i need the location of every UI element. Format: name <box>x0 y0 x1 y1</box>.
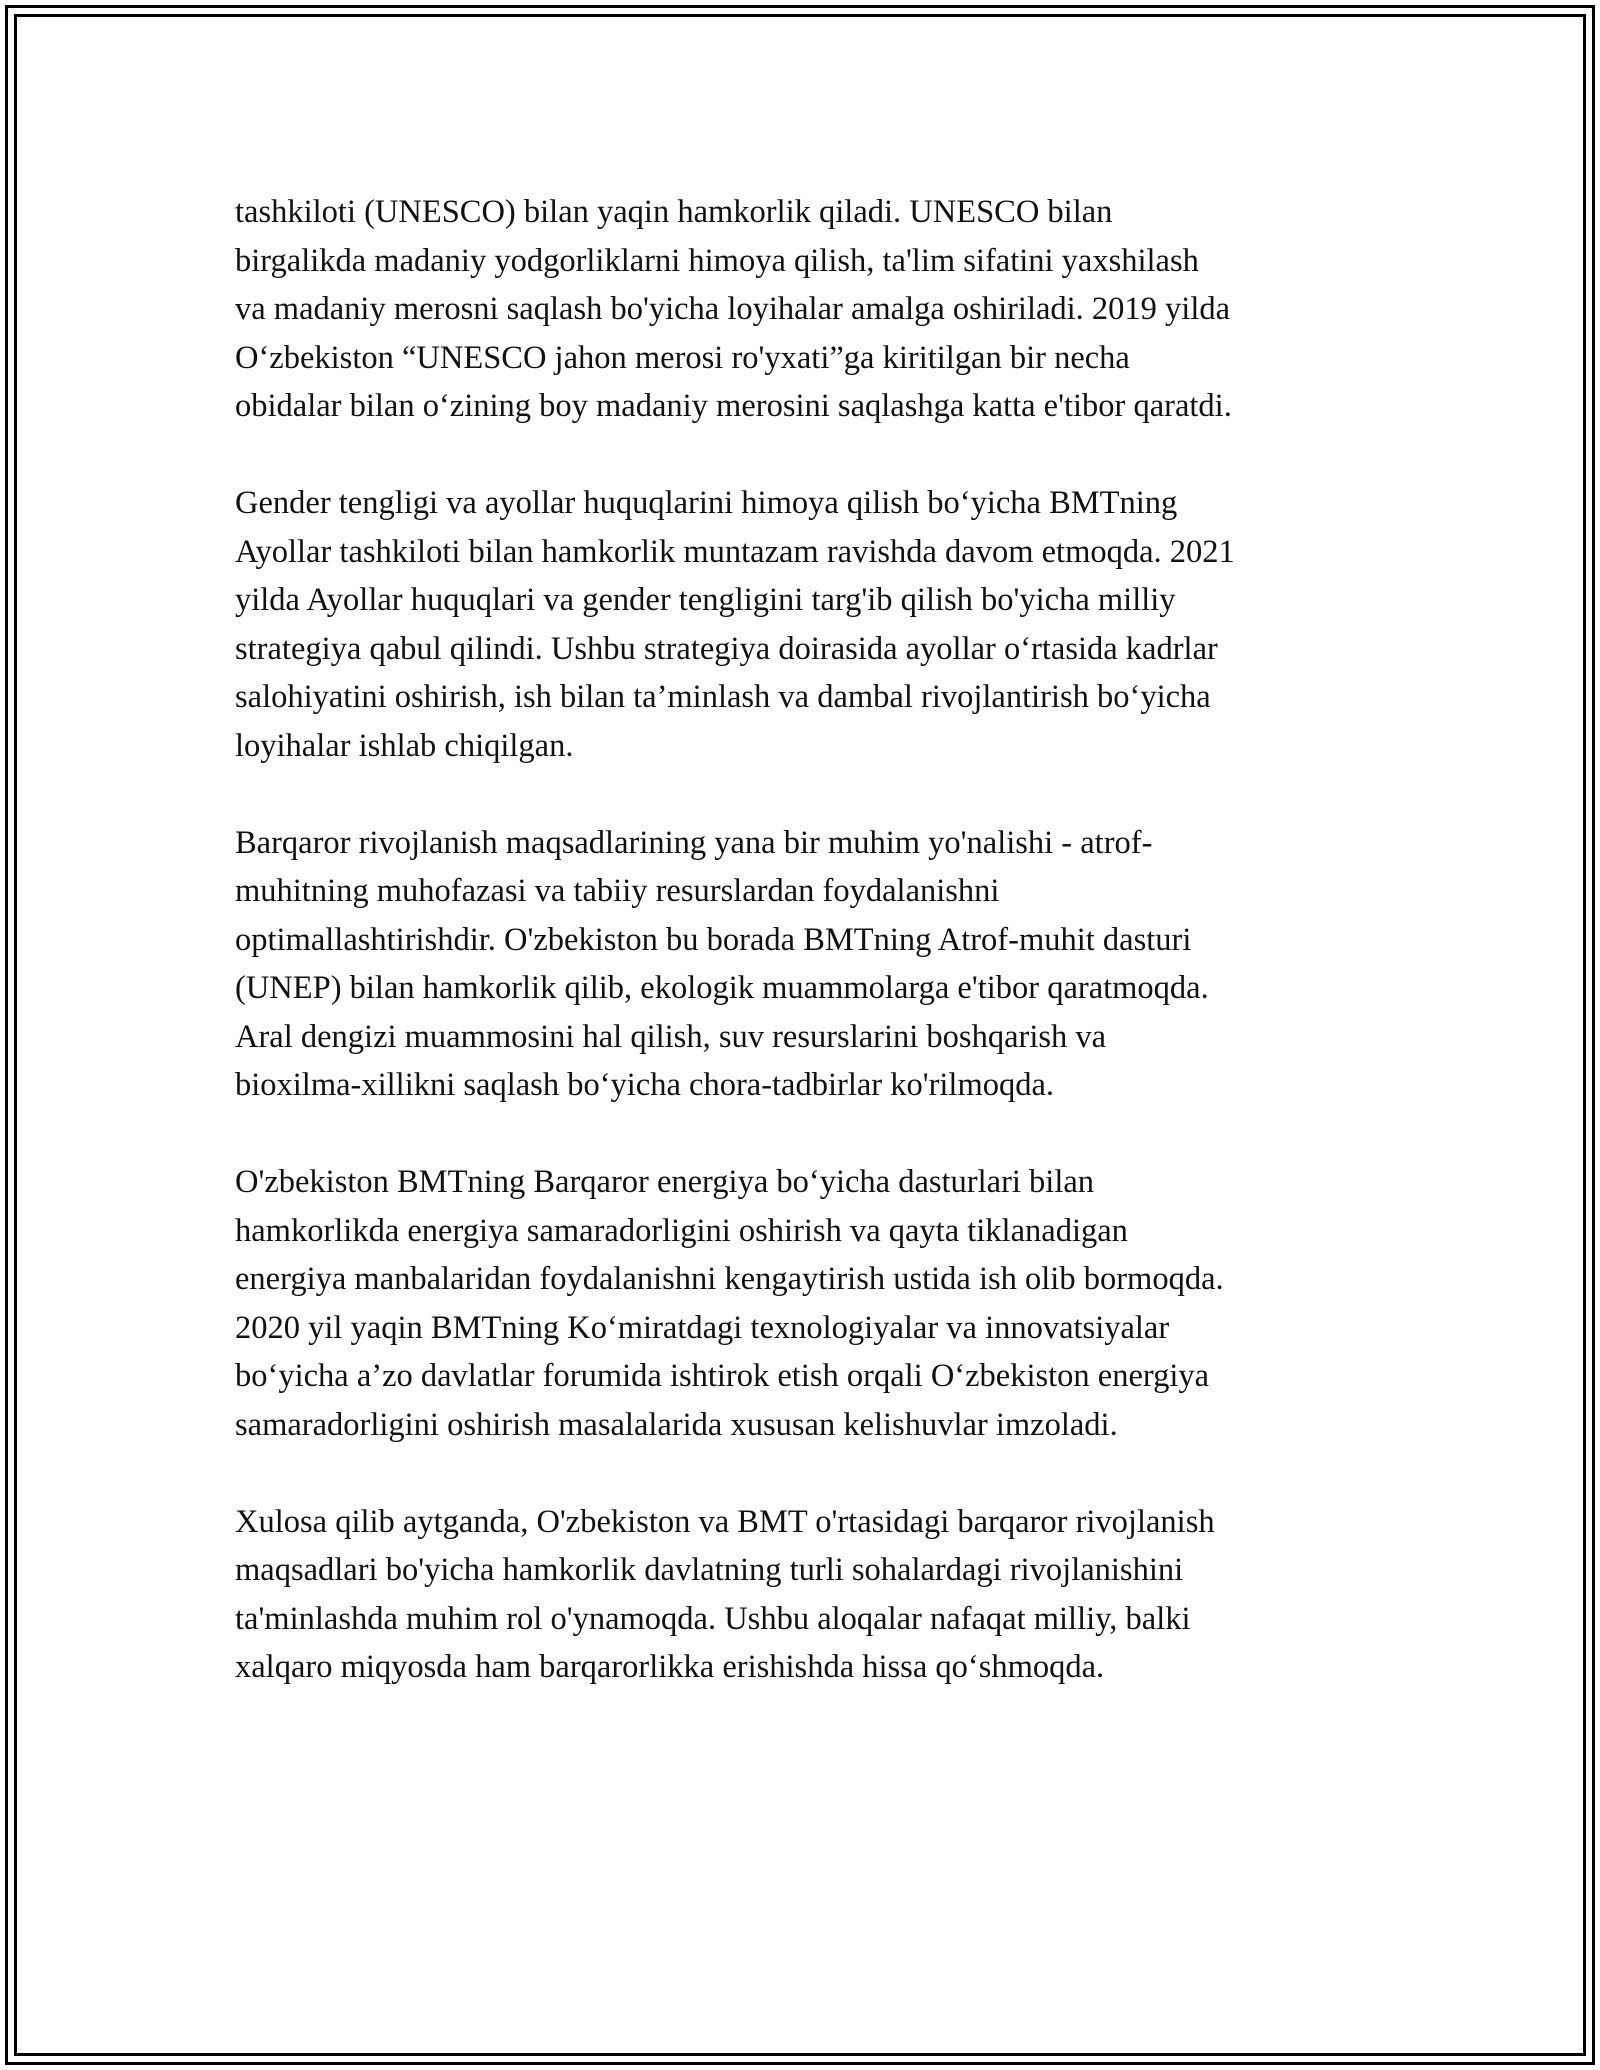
text-line: obidalar bilan o‘zining boy madaniy merosini saqlashga katta e'tibor qaratdi. <box>235 388 1232 424</box>
document-body <box>235 188 1385 1740</box>
text-line: strategiya qabul qilindi. Ushbu strategiya doirasida ayollar o‘rtasida kadrlar <box>235 630 1218 667</box>
text-line: O‘zbekiston “UNESCO jahon merosi ro'yxati”ga kiritilgan bir necha <box>235 339 1130 376</box>
text-line: bo‘yicha a’zo davlatlar forumida ishtirok etish orqali O‘zbekiston energiya <box>235 1358 1210 1394</box>
text-line: bioxilma-xillikni saqlash bo‘yicha chora-tadbirlar ko'rilmoqda. <box>235 1067 1055 1103</box>
text-line: Aral dengizi muammosini hal qilish, suv resurslarini boshqarish va <box>235 1018 1107 1055</box>
text-line: energiya manbalaridan foydalanishni kengaytirish ustida ish olib bormoqda. <box>235 1261 1224 1297</box>
text-line: hamkorlikda energiya samaradorligini oshirish va qayta tiklanadigan <box>235 1212 1128 1249</box>
paragraph-2 <box>235 479 1385 770</box>
text-line: ta'minlashda muhim rol o'ynamoqda. Ushbu aloqalar nafaqat milliy, balki <box>235 1600 1191 1637</box>
text-line: birgalikda madaniy yodgorliklarni himoya qilish, ta'lim sifatini yaxshilash <box>235 242 1199 279</box>
text-line: O'zbekiston BMTning Barqaror energiya bo‘yicha dasturlari bilan <box>235 1164 1095 1200</box>
text-line: yilda Ayollar huquqlari va gender tengligini targ'ib qilish bo'yicha milliy <box>235 582 1176 618</box>
text-line: salohiyatini oshirish, ish bilan ta’minlash va dambal rivojlantirish bo‘yicha <box>235 679 1211 715</box>
paragraph-4 <box>235 1158 1385 1449</box>
text-line: Ayollar tashkiloti bilan hamkorlik muntazam ravishda davom etmoqda. 2021 <box>235 533 1235 570</box>
paragraph-5 <box>235 1498 1385 1692</box>
text-line: Gender tengligi va ayollar huquqlarini himoya qilish bo‘yicha BMTning <box>235 485 1178 521</box>
text-line: tashkiloti (UNESCO) bilan yaqin hamkorlik qiladi. UNESCO bilan <box>235 194 1113 230</box>
text-line: Barqaror rivojlanish maqsadlarining yana bir muhim yo'nalishi - atrof- <box>235 824 1153 861</box>
paragraph-1 <box>235 188 1385 431</box>
text-line: Xulosa qilib aytganda, O'zbekiston va BMT o'rtasidagi barqaror rivojlanish <box>235 1503 1215 1540</box>
text-line: maqsadlari bo'yicha hamkorlik davlatning turli sohalardagi rivojlanishini <box>235 1552 1184 1588</box>
paragraph-3 <box>235 819 1385 1110</box>
text-line: xalqaro miqyosda ham barqarorlikka erishishda hissa qo‘shmoqda. <box>235 1649 1105 1685</box>
text-line: samaradorligini oshirish masalalarida xususan kelishuvlar imzoladi. <box>235 1406 1118 1443</box>
text-line: optimallashtirishdir. O'zbekiston bu borada BMTning Atrof-muhit dasturi <box>235 921 1192 958</box>
text-line: loyihalar ishlab chiqilgan. <box>235 727 574 764</box>
text-line: (UNEP) bilan hamkorlik qilib, ekologik muammolarga e'tibor qaratmoqda. <box>235 970 1209 1006</box>
text-line: 2020 yil yaqin BMTning Ko‘miratdagi texnologiyalar va innovatsiyalar <box>235 1309 1170 1346</box>
text-line: va madaniy merosni saqlash bo'yicha loyihalar amalga oshiriladi. 2019 yilda <box>235 291 1231 327</box>
text-line: muhitning muhofazasi va tabiiy resurslardan foydalanishni <box>235 873 1000 909</box>
